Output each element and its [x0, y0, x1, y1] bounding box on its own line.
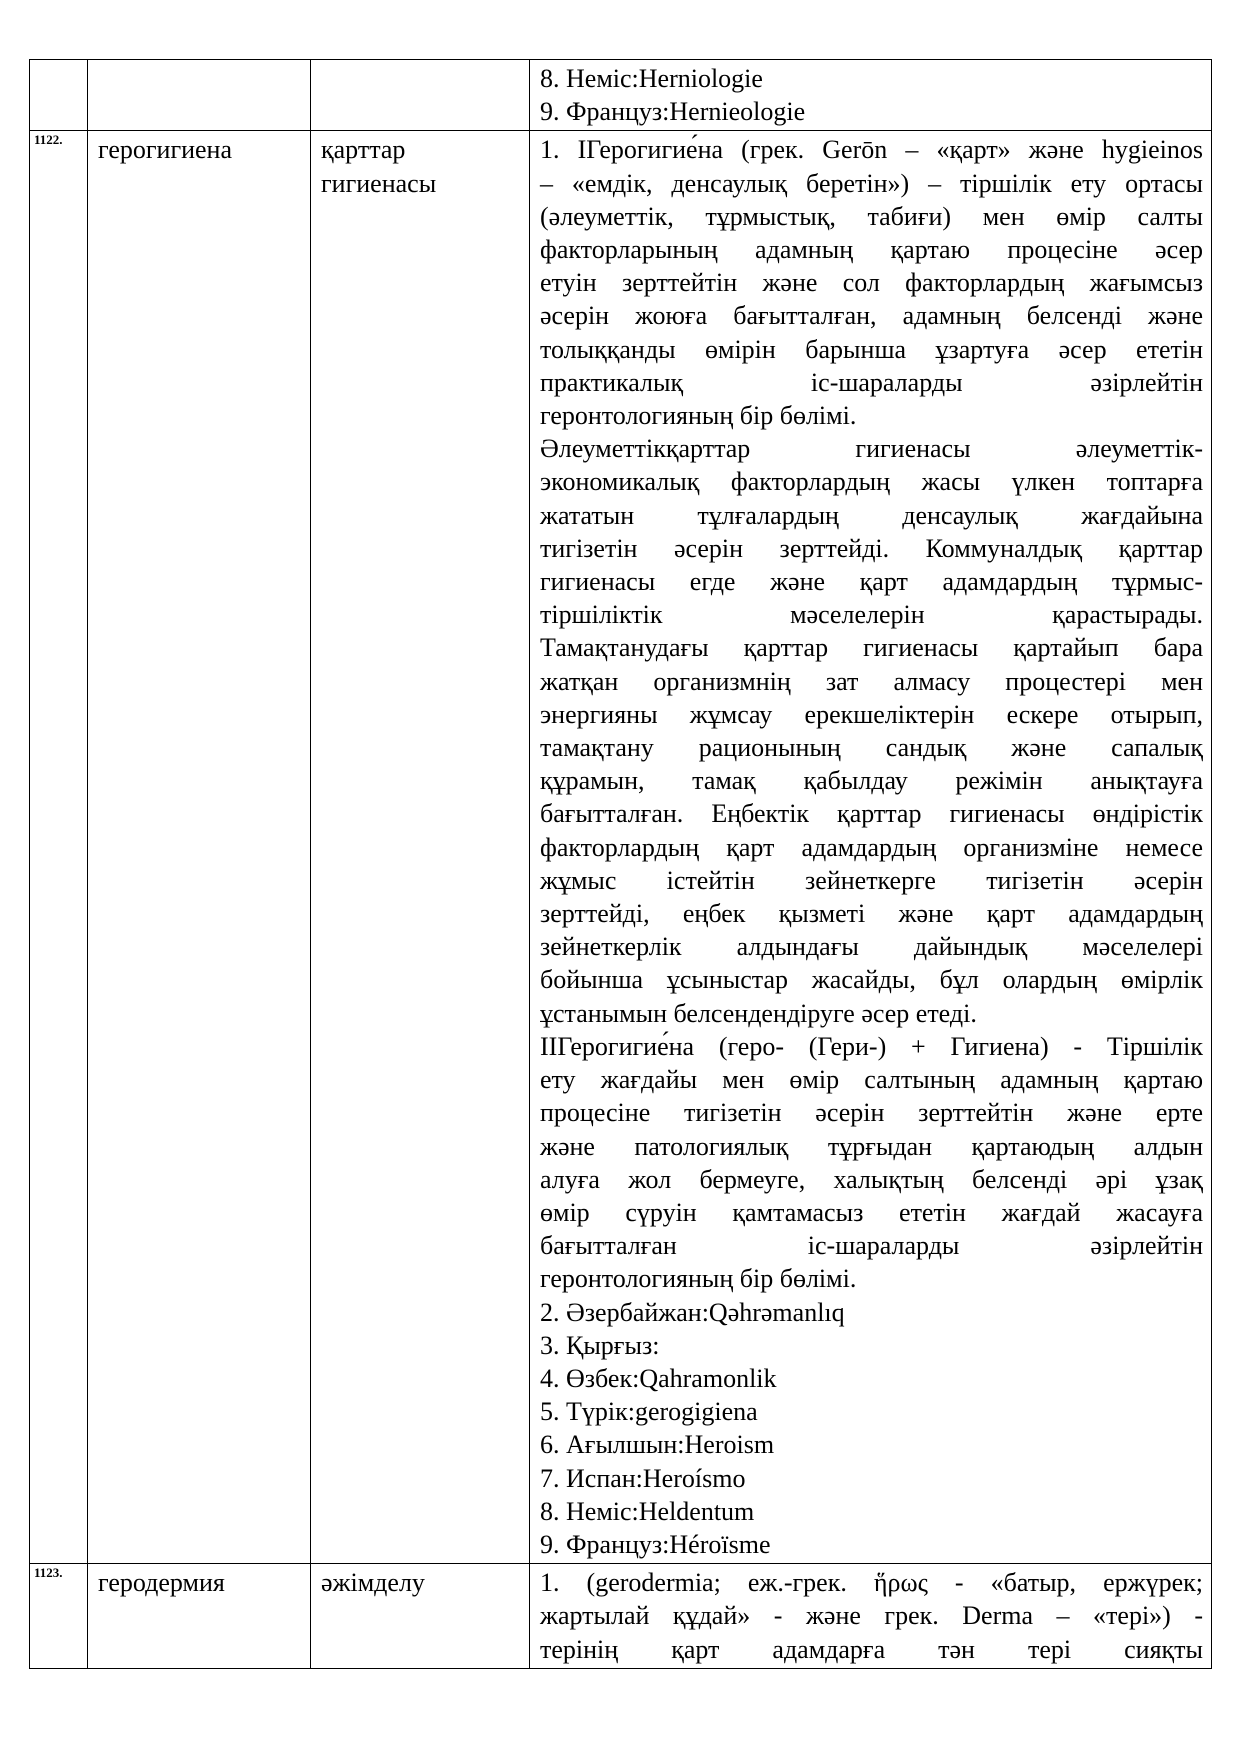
definition-line: бағытталған іс-шараларды әзірлейтін [540, 1231, 1203, 1261]
definition-line: жартылай құдай» - және грек. Derma – «тері») - [540, 1601, 1203, 1631]
definition-line: геронтологияның бір бөлімі. [540, 401, 857, 431]
definition-line: құрамын, тамақ қабылдау режімін анықтауға [540, 766, 1203, 796]
definition-line: 6. Ағылшын:Heroism [540, 1430, 775, 1460]
definition-line: толыққанды өмірін барынша ұзартуға әсер ететін [540, 334, 1203, 364]
entry-number: 1122. [30, 131, 88, 1564]
entry-definition [530, 60, 1212, 131]
definition-line: ІІГерогигие́на (геро- (Гери-) + Гигиена) - Тіршілік [540, 1031, 1203, 1061]
definition-line: гигиенасы егде және қарт адамдардың тұрмыс- [540, 567, 1203, 597]
entry-row [30, 60, 1212, 131]
entry-row [30, 131, 1212, 1564]
definition-line: (әлеуметтік, тұрмыстық, табиғи) мен өмір салты [540, 201, 1203, 231]
term-line: геродермия [98, 1568, 225, 1598]
definition-line: процесіне тигізетін әсерін зерттейтін және ерте [540, 1098, 1203, 1128]
term-line: герогигиена [98, 135, 233, 165]
definition-line: геронтологияның бір бөлімі. [540, 1264, 857, 1294]
entry-translation [311, 60, 530, 131]
definition-line: ету жағдайы мен өмір салтының адамның қартаю [540, 1065, 1203, 1095]
definition-line: етуін зерттейтін және сол факторлардың жағымсыз [540, 268, 1203, 298]
definition-line: 9. Француз:Hernieologie [540, 97, 806, 127]
definition-line: ұстанымын белсендендіруге әсер етеді. [540, 998, 977, 1028]
entry-definition [530, 1564, 1212, 1669]
definition-line: жататын тұлғалардың денсаулық жағдайына [540, 500, 1203, 530]
entry-number [30, 60, 88, 131]
dictionary-table [29, 59, 1212, 1669]
definition-line: Әлеуметтікқарттар гигиенасы әлеуметтік- [540, 434, 1203, 464]
definition-line: 8. Неміс:Heldentum [540, 1496, 755, 1526]
definition-line: 2. Әзербайжан:Qəhrəmanlıq [540, 1297, 845, 1327]
definition-line: алуға жол бермеуге, халықтың белсенді әрі ұзақ [540, 1164, 1203, 1194]
entry-row [30, 1564, 1212, 1669]
definition-line: 7. Испан:Heroísmo [540, 1463, 746, 1493]
entry-number: 1123. [30, 1564, 88, 1669]
definition-line: экономикалық факторлардың жасы үлкен топтарға [540, 467, 1203, 497]
dictionary-body [30, 60, 1212, 1669]
entry-translation [311, 1564, 530, 1669]
definition-line: жұмыс істейтін зейнеткерге тигізетін әсерін [540, 865, 1203, 895]
definition-line: өмір сүруін қамтамасыз ететін жағдай жасауға [540, 1197, 1203, 1227]
definition-line: практикалық іс-шараларды әзірлейтін [540, 367, 1203, 397]
entry-term [88, 60, 311, 131]
definition-line: Тамақтанудағы қарттар гигиенасы қартайып бара [540, 633, 1203, 663]
definition-line: 9. Француз:Héroïsme [540, 1529, 771, 1559]
translation-line: гигиенасы [321, 168, 437, 198]
definition-line: 1. ІГерогигие́на (грек. Gerōn – «қарт» және hygieinos [540, 135, 1203, 165]
translation-line: әжімделу [321, 1568, 425, 1598]
definition-line: бағытталған. Еңбектік қарттар гигиенасы өндірістік [540, 799, 1203, 829]
definition-line: және патологиялық тұрғыдан қартаюдың алдын [540, 1131, 1203, 1161]
definition-line: тигізетін әсерін зерттейді. Коммуналдық қарттар [540, 533, 1203, 563]
definition-line: энергияны жұмсау ерекшеліктерін ескере отырып, [540, 699, 1203, 729]
translation-line: қарттар [321, 135, 406, 165]
definition-line: терінің қарт адамдарға тән тері сияқты [540, 1634, 1203, 1664]
definition-line: зерттейді, еңбек қызметі және қарт адамдардың [540, 899, 1203, 929]
definition-line: әсерін жоюға бағытталған, адамның белсенді және [540, 301, 1203, 331]
definition-line: 1. (gerodermia; еж.-грек. ἥρως - «батыр, ержүрек; [540, 1568, 1203, 1598]
definition-line: жатқан организмнің зат алмасу процестері мен [540, 666, 1203, 696]
definition-line: зейнеткерлік алдындағы дайындық мәселелері [540, 932, 1203, 962]
definition-line: факторлардың қарт адамдардың организміне немесе [540, 832, 1203, 862]
definition-line: бойынша ұсыныстар жасайды, бұл олардың өмірлік [540, 965, 1203, 995]
entry-term [88, 131, 311, 1564]
entry-definition [530, 131, 1212, 1564]
definition-line: 5. Түрік:gerogigiena [540, 1397, 758, 1427]
definition-line: тіршіліктік мәселелерін қарастырады. [540, 600, 1203, 630]
definition-line: 3. Қырғыз: [540, 1330, 660, 1360]
definition-line: 8. Неміс:Herniologie [540, 64, 763, 93]
entry-translation [311, 131, 530, 1564]
entry-term [88, 1564, 311, 1669]
definition-line: 4. Өзбек:Qahramonlik [540, 1363, 777, 1393]
definition-line: тамақтану рационының сандық және сапалық [540, 733, 1203, 763]
definition-line: факторларының адамның қартаю процесіне әсер [540, 235, 1203, 265]
definition-line: – «емдік, денсаулық беретін») – тіршілік ету ортасы [540, 168, 1203, 198]
